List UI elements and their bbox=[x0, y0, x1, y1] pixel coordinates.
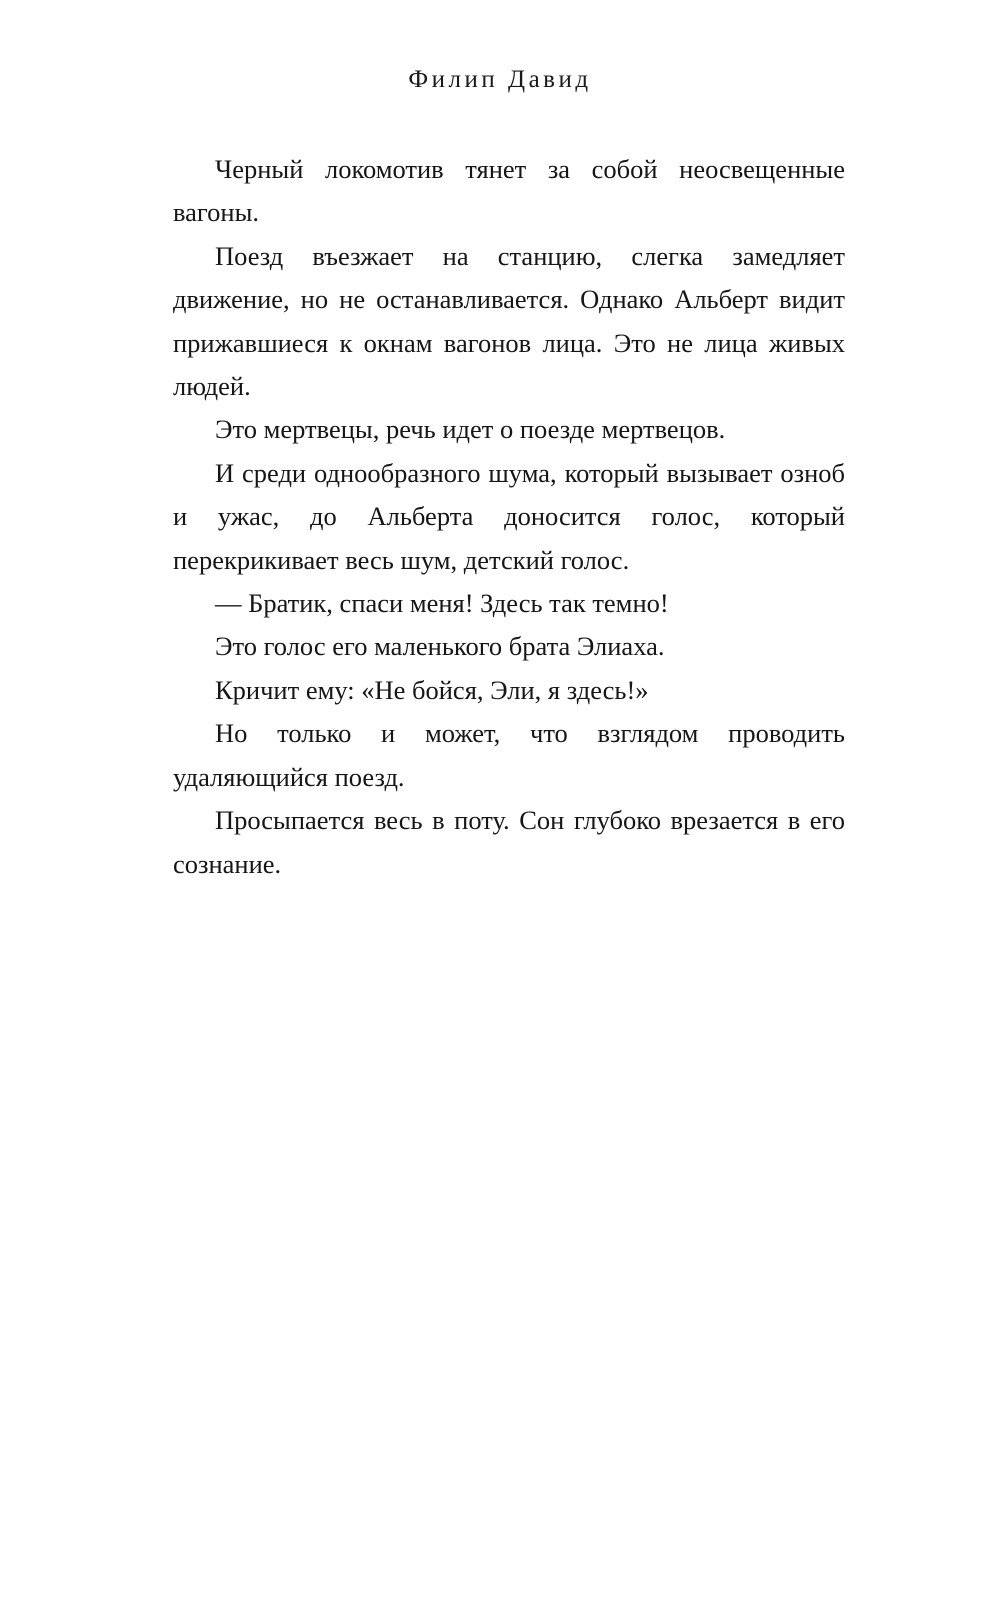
paragraph-9: Просыпается весь в поту. Сон глубоко врезается в его сознание. bbox=[173, 805, 845, 879]
body-text bbox=[173, 148, 845, 886]
paragraph-6: Это голос его маленького брата Элиаха. bbox=[215, 631, 665, 662]
paragraph-5-dialogue: — Братик, спаси меня! Здесь так темно! bbox=[215, 588, 669, 619]
paragraph-8: Но только и может, что взглядом проводить удаляющийся поезд. bbox=[173, 718, 845, 792]
paragraph-1: Черный локомотив тянет за собой неосвещенные вагоны. bbox=[173, 154, 845, 228]
paragraph-2: Поезд въезжает на станцию, слегка замедляет движение, но не останавливается. Однако Альберт видит прижавшиеся к окнам вагонов лица. Это не лица живых людей. bbox=[173, 240, 845, 402]
paragraph-4: И среди однообразного шума, который вызывает озноб и ужас, до Альберта доносится голос, который перекрикивает весь шум, детский голос. bbox=[173, 457, 845, 575]
paragraph-3: Это мертвецы, речь идет о поезде мертвецов. bbox=[215, 414, 726, 445]
running-head-author: Филип Давид bbox=[408, 66, 592, 93]
paragraph-7: Кричит ему: «Не бойся, Эли, я здесь!» bbox=[215, 674, 649, 705]
